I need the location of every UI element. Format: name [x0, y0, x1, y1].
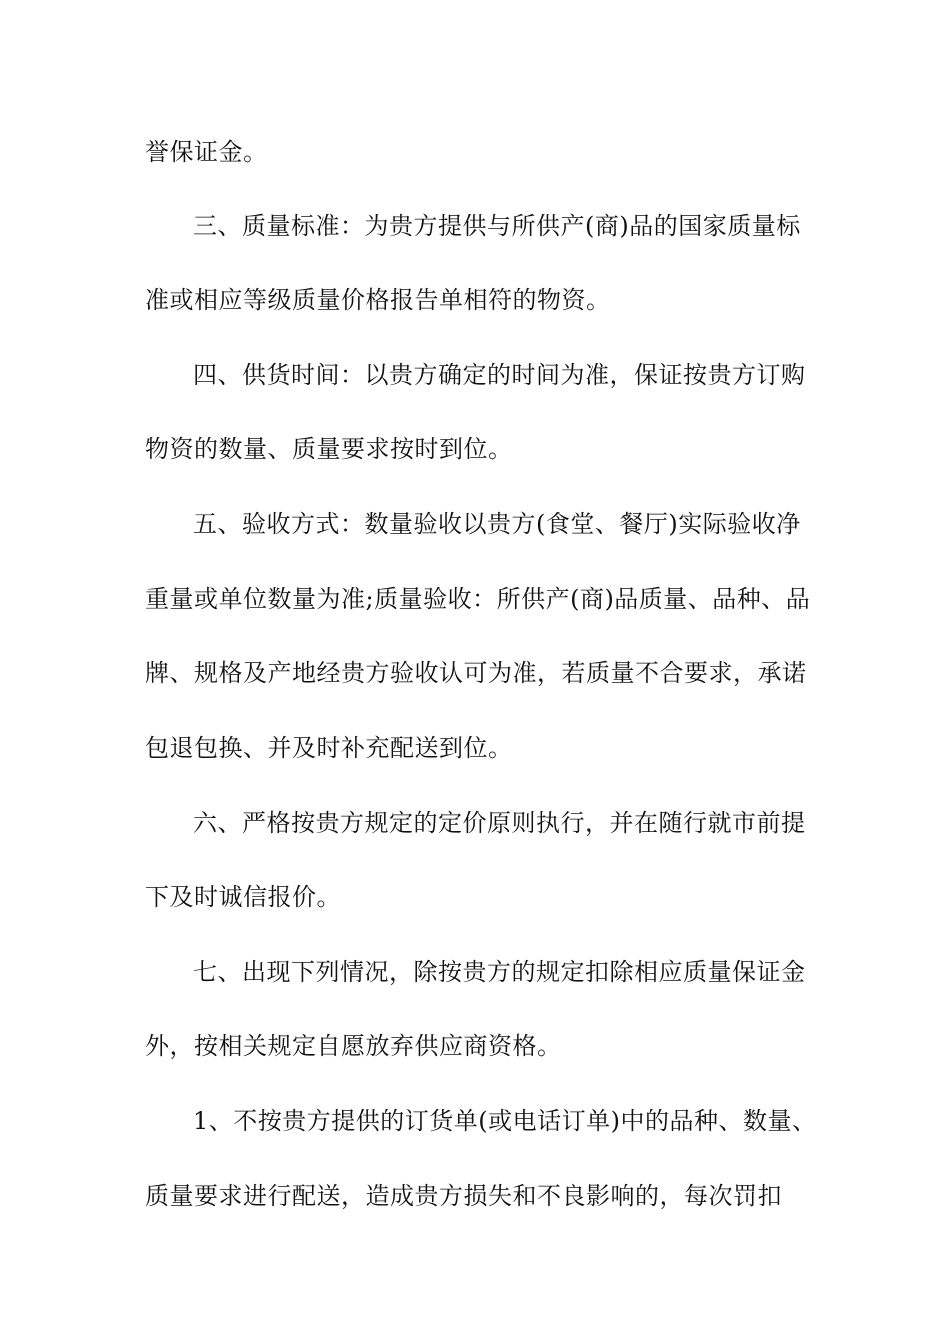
text-line-4: 四、供货时间：以贵方确定的时间为准，保证按贵方订购	[193, 361, 806, 389]
text-line-11: 下及时诚信报价。	[145, 883, 341, 911]
text-line-15: 质量要求进行配送，造成贵方损失和不良影响的，每次罚扣	[145, 1182, 782, 1210]
text-line-5: 物资的数量、质量要求按时到位。	[145, 435, 513, 463]
text-line-6: 五、验收方式：数量验收以贵方(食堂、餐厅)实际验收净	[193, 510, 801, 538]
text-line-3: 准或相应等级质量价格报告单相符的物资。	[145, 286, 611, 314]
text-line-7: 重量或单位数量为准;质量验收：所供产(商)品质量、品种、品	[145, 585, 811, 613]
text-line-13: 外，按相关规定自愿放弃供应商资格。	[145, 1032, 562, 1060]
text-line-8: 牌、规格及产地经贵方验收认可为准，若质量不合要求，承诺	[145, 659, 807, 687]
text-line-9: 包退包换、并及时补充配送到位。	[145, 734, 513, 762]
text-line-2: 三、质量标准：为贵方提供与所供产(商)品的国家质量标	[193, 212, 801, 240]
text-line-14: 1、不按贵方提供的订货单(或电话订单)中的品种、数量、	[193, 1107, 817, 1135]
text-line-10: 六、严格按贵方规定的定价原则执行，并在随行就市前提	[193, 809, 806, 837]
text-line-12: 七、出现下列情况，除按贵方的规定扣除相应质量保证金	[193, 958, 806, 986]
text-line-1: 誉保证金。	[145, 138, 268, 166]
